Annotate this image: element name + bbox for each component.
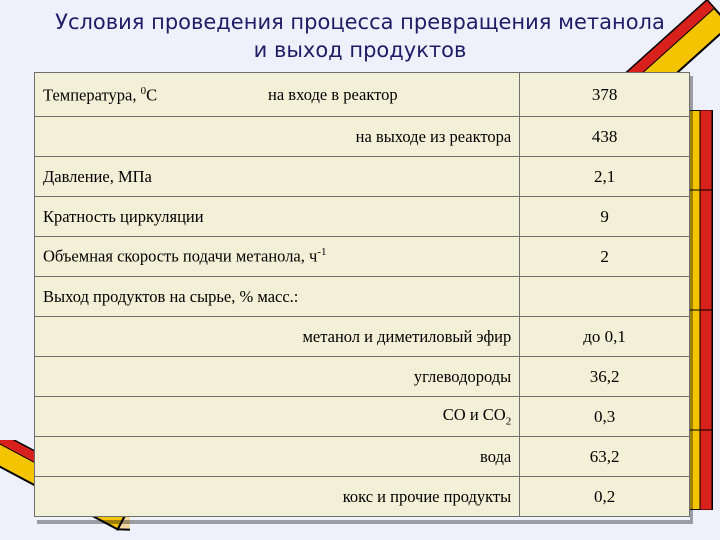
inlet-label: на входе в реактор [268,85,398,105]
product-label: метанол и диметиловый эфир [35,317,520,357]
product-label: кокс и прочие продукты [35,477,520,517]
table-row [35,237,690,277]
table-row [35,357,690,397]
table-row [35,477,690,517]
product-label: СО и $СО_2$ [35,397,520,437]
outlet-label: на выходе из реактора [35,117,520,157]
circulation-label: Кратность циркуляции [35,197,520,237]
table-row [35,73,690,117]
slide-title-line1: Условия проведения процесса превращения метанола [55,10,665,34]
table-row [35,277,690,317]
temperature-label: Температура, $^0$С [43,85,158,105]
conditions-table [34,72,690,517]
table-row [35,437,690,477]
slide-title-line2: и выход продуктов [253,38,467,62]
table-row [35,117,690,157]
degree-sup: 0 [140,85,147,98]
product-label: вода [35,437,520,477]
pressure-label: Давление, МПа [35,157,520,197]
yield-header-empty [520,277,690,317]
product-label: углеводороды [35,357,520,397]
product-value: 0,2 [520,477,690,517]
conditions-table-panel [34,72,690,520]
slide-title [0,8,720,64]
inlet-value: 378 [520,73,690,117]
space-velocity-value: 2 [520,237,690,277]
table-row [35,397,690,437]
product-value: до 0,1 [520,317,690,357]
space-velocity-label: Объемная скорость подачи метанола, $ч^{-1}$ [35,237,520,277]
table-row [35,157,690,197]
product-value: 63,2 [520,437,690,477]
table-row [35,317,690,357]
product-value: 0,3 [520,397,690,437]
yield-header: Выход продуктов на сырье, % масс.: [35,277,520,317]
pressure-value: 2,1 [520,157,690,197]
circulation-value: 9 [520,197,690,237]
table-row [35,197,690,237]
outlet-value: 438 [520,117,690,157]
product-value: 36,2 [520,357,690,397]
temperature-inlet-cell [35,73,520,117]
